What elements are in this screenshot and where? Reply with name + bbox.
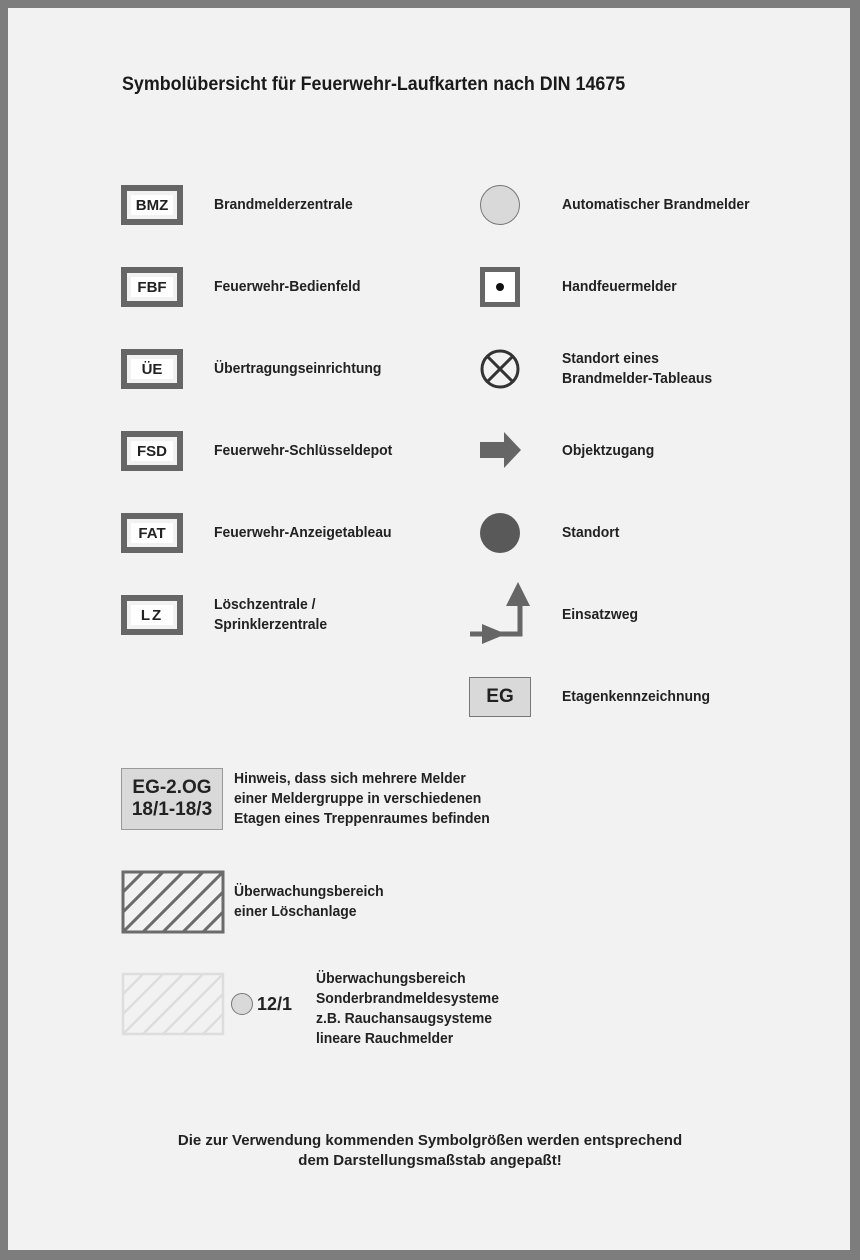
fat-abbr: FAT	[131, 523, 173, 543]
fsd-label: Feuerwehr-Schlüsseldepot	[214, 442, 393, 459]
building-access-label: Objektzugang	[562, 442, 655, 459]
crossed-circle-icon	[479, 348, 521, 390]
floor-marking-label: Etagenkennzeichnung	[562, 688, 711, 705]
bmz-symbol	[121, 185, 183, 225]
grey-circle-icon	[480, 185, 520, 225]
special-detection-area-label: Überwachungsbereich Sonderbrandmeldesysteme z.B. Rauchansaugsysteme lineare Rauchmelder	[316, 970, 499, 1047]
tableau-location-label: Standort eines Brandmelder-Tableaus	[562, 350, 713, 387]
extinguishing-area-hatch-icon	[121, 870, 225, 934]
dot-square-icon	[480, 267, 520, 307]
manual-call-point-label: Handfeuermelder	[562, 278, 677, 295]
page-title: Symbolübersicht für Feuerwehr-Laufkarten nach DIN 14675	[122, 74, 626, 95]
floor-tag-abbr: EG	[486, 686, 514, 707]
location-label: Standort	[562, 524, 620, 541]
footer-note: Die zur Verwendung kommenden Symbolgrößen werden entsprechend dem Darstellungsmaßstab angepaßt!	[177, 1132, 683, 1169]
arrow-right-icon	[480, 431, 522, 469]
floor-tag-icon	[469, 677, 531, 717]
bmz-label: Brandmelderzentrale	[214, 196, 353, 213]
ue-symbol	[121, 349, 183, 389]
fbf-label: Feuerwehr-Bedienfeld	[214, 278, 361, 295]
lz-abbr: LZ	[131, 605, 173, 625]
fsd-symbol	[121, 431, 183, 471]
lz-symbol	[121, 595, 183, 635]
fat-symbol	[121, 513, 183, 553]
center-dot-icon	[496, 283, 504, 291]
ue-label: Übertragungseinrichtung	[214, 360, 382, 377]
multi-floor-line-2: 18/1-18/3	[131, 799, 213, 820]
fbf-symbol	[121, 267, 183, 307]
fbf-abbr: FBF	[131, 277, 173, 297]
automatic-detector-label: Automatischer Brandmelder	[562, 196, 750, 213]
multi-floor-symbol	[121, 768, 223, 830]
fsd-abbr: FSD	[131, 441, 173, 461]
lz-label: Löschzentrale / Sprinklerzentrale	[214, 596, 328, 633]
access-route-label: Einsatzweg	[562, 606, 638, 623]
extinguishing-area-label: Überwachungsbereich einer Löschanlage	[234, 883, 384, 920]
filled-circle-icon	[480, 513, 520, 553]
special-detection-area-hatch-icon	[121, 972, 225, 1036]
bmz-abbr: BMZ	[131, 195, 173, 215]
ue-abbr: ÜE	[131, 359, 173, 379]
multi-floor-label: Hinweis, dass sich mehrere Melder einer Meldergruppe in verschiedenen Etagen eines Treppenraumes befinden	[234, 770, 490, 827]
small-detector-circle-icon	[231, 993, 253, 1015]
fat-label: Feuerwehr-Anzeigetableau	[214, 524, 392, 541]
detector-group-number: 12/1	[257, 994, 293, 1014]
multi-floor-line-1: EG-2.OG	[132, 777, 212, 798]
route-arrow-icon	[468, 580, 530, 648]
